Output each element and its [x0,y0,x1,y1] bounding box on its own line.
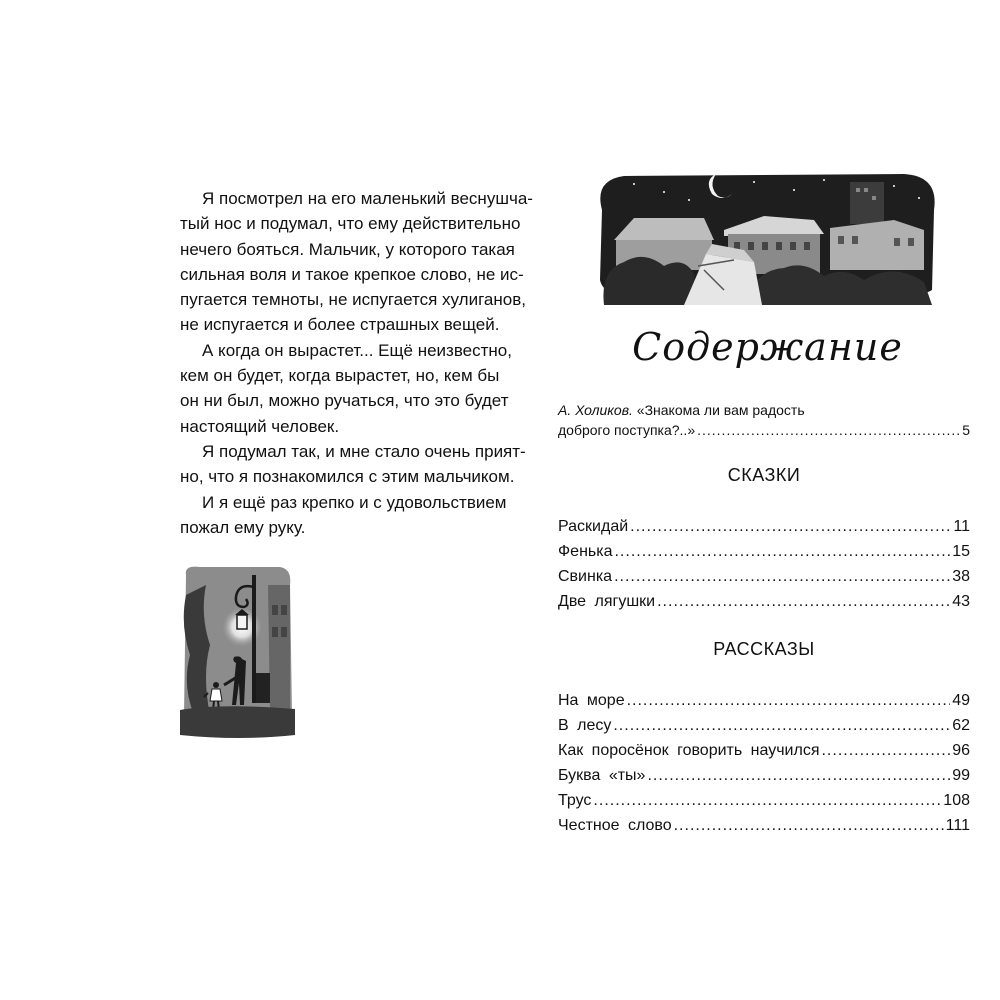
leader-dots [647,763,950,788]
text-line: сильная воля и такое крепкое слово, не ис- [180,264,524,284]
toc-list-stories [558,688,970,838]
toc-entry[interactable] [558,738,970,763]
toc-entry-title: Честное слово [558,817,672,834]
section-heading-stories: РАССКАЗЫ [713,639,815,659]
toc-entry-page: 62 [952,717,970,734]
toc-entry[interactable] [558,539,970,564]
intro-page: 5 [962,422,970,438]
intro-title-2: доброго поступка?..» [558,422,696,438]
paragraph-3 [180,439,526,490]
leader-dots [821,738,950,763]
toc-entry-title: Раскидай [558,518,629,535]
text-line: Я подумал так, и мне стало очень прият- [202,441,526,461]
toc-entry[interactable] [558,813,970,838]
right-page [500,0,1000,1000]
text-line: Я посмотрел на его маленький веснушча- [202,189,533,208]
toc-entry-page: 108 [943,792,970,809]
text-line: пожал ему руку. [180,517,306,537]
paragraph-2 [180,338,512,439]
leader-dots [613,713,950,738]
text-line: настоящий человек. [180,416,340,436]
toc-entry-title: Трус [558,792,592,809]
leader-dots [697,420,960,440]
toc-entry[interactable] [558,788,970,813]
section-heading-tales: СКАЗКИ [727,465,801,485]
text-line: пугается темноты, не испугается хулиганов, [180,290,526,310]
toc-entry-page: 49 [952,692,970,709]
toc-entry-page: 96 [952,742,970,759]
text-line: он ни был, можно ручаться, что это будет [180,391,509,411]
text-line: нечего бояться. Мальчик, у которого такая [180,239,515,259]
intro-line-1 [558,400,970,420]
text-line: тый нос и подумал, что ему действительно [180,214,521,234]
leader-dots [614,564,950,589]
toc-entry-title: Свинка [558,568,613,585]
toc-entry-page: 11 [953,518,970,535]
toc-entry-page: 43 [952,593,970,610]
night-city-illustration [594,170,939,305]
paragraph-4 [180,490,507,541]
text-line: кем он будет, когда вырастет, но, кем бы [180,366,500,386]
toc-entry[interactable] [558,564,970,589]
toc-entry-title: Как поросёнок говорить научился [558,742,820,759]
street-lamp-illustration [180,565,295,740]
toc-title: Содержание [632,325,903,369]
leader-dots [674,813,944,838]
leader-dots [657,589,950,614]
leader-dots [614,539,950,564]
toc-entry-page: 15 [952,543,970,560]
toc-entry[interactable] [558,763,970,788]
toc-entry-page: 99 [952,767,970,784]
text-line: И я ещё раз крепко и с удовольствием [202,492,507,512]
toc-entry-page: 111 [945,817,970,834]
leader-dots [627,688,951,713]
toc-entry-title: Буква «ты» [558,767,646,784]
toc-entry-title: Фенька [558,543,613,560]
intro-author: А. Холиков. [558,402,633,418]
toc-entry-title: Две лягушки [558,593,656,610]
intro-entry[interactable] [558,400,970,440]
toc-entry[interactable] [558,589,970,614]
toc-entry-title: На море [558,692,625,709]
toc-entry[interactable] [558,688,970,713]
toc-entry-page: 38 [952,568,970,585]
leader-dots [630,514,951,539]
intro-title-1: «Знакома ли вам радость [636,402,805,418]
toc-list-tales [558,514,970,614]
text-line: А когда он вырастет... Ещё неизвестно, [202,340,512,360]
intro-line-2 [558,420,970,440]
toc-entry-title: В лесу [558,717,612,734]
leader-dots [593,788,941,813]
story-text [180,186,533,540]
text-line: не испугается и более страшных вещей. [180,315,500,335]
paragraph-1 [180,186,533,338]
toc-entry[interactable] [558,514,970,539]
text-line: но, что я познакомился с этим мальчиком. [180,467,515,487]
toc-entry[interactable] [558,713,970,738]
